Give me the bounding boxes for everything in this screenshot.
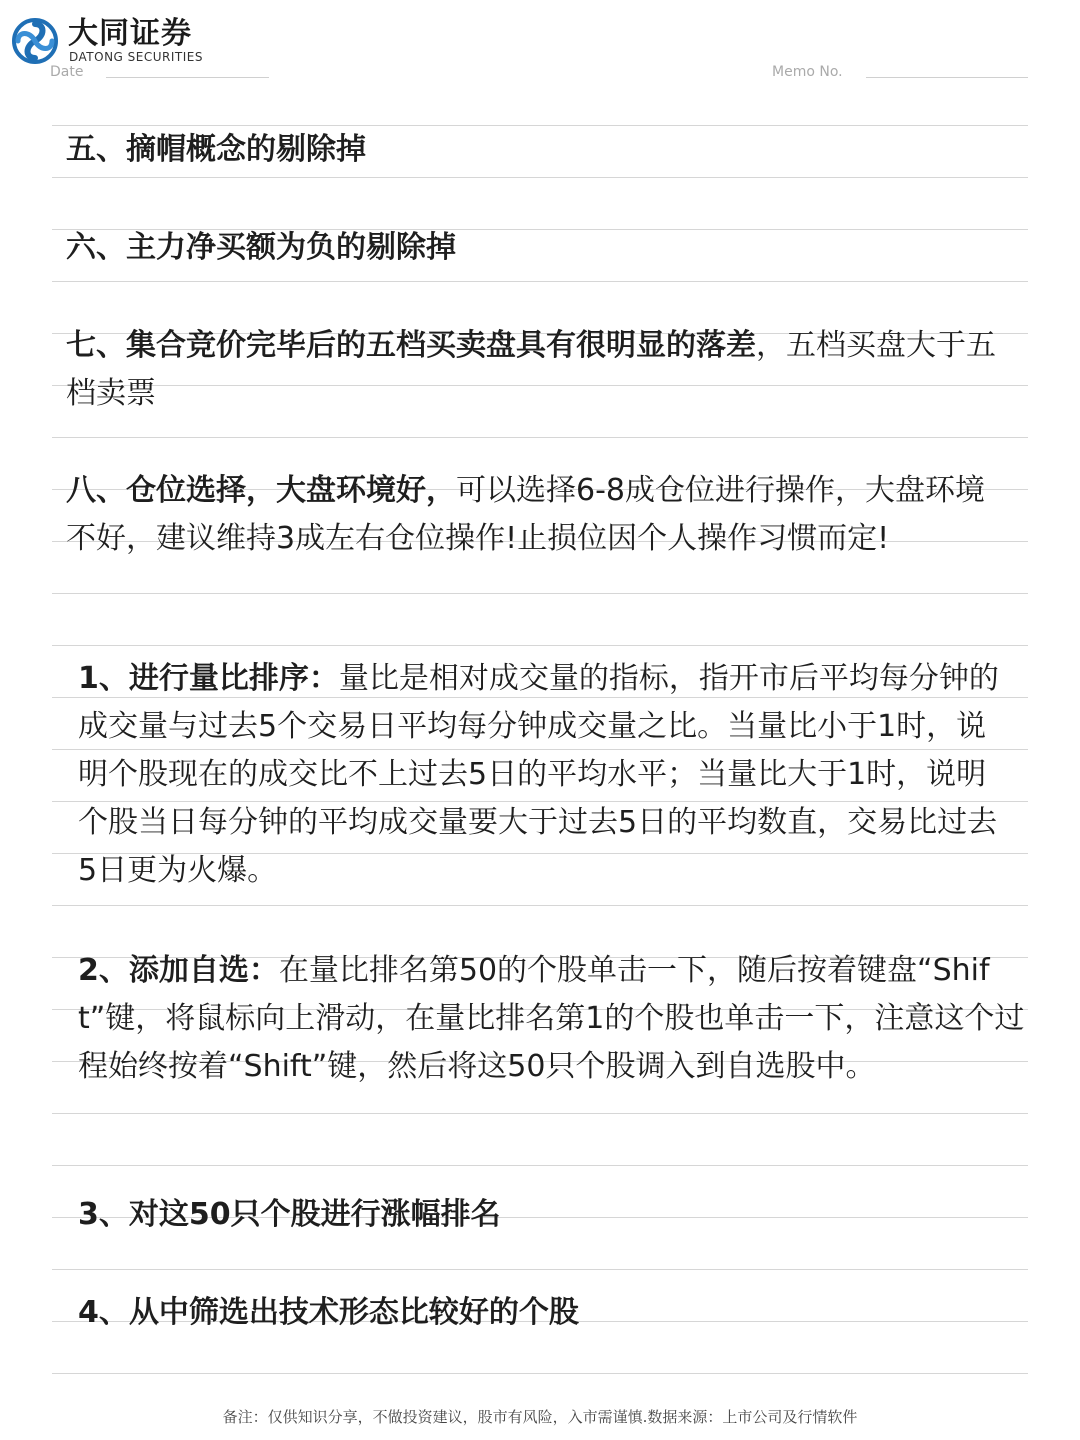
memo-line: [866, 77, 1028, 78]
brand-name-cn: 大同证券: [68, 16, 192, 51]
date-line: [106, 77, 269, 78]
section-6: 六、主力净买额为负的剔除掉: [66, 230, 456, 265]
ruled-line: [52, 281, 1028, 282]
ruled-line: [52, 1373, 1028, 1374]
brand-logo: [12, 16, 212, 66]
section-5: 五、摘帽概念的剔除掉: [66, 132, 366, 167]
datong-swirl-logo-icon: [12, 18, 58, 64]
ruled-line: [52, 645, 1028, 646]
date-label: Date: [50, 64, 84, 80]
ruled-line: [52, 437, 1028, 438]
ruled-line: [52, 177, 1028, 178]
section-8: 八、仓位选择，大盘环境好，可以选择6-8成仓位进行操作，大盘环境不好，建议维持3成左右仓位操作!止损位因个人操作习惯而定!: [66, 473, 985, 556]
step-1-volume-ratio: 1、进行量比排序：量比是相对成交量的指标，指开市后平均每分钟的成交量与过去5个交易日平均每分钟成交量之比。当量比小于1时，说明个股现在的成交比不上过去5日的平均水平；当量比大于1时，说明个股当日每分钟的平均成交量要大于过去5日的平均数直，交易比过去5日更为火爆。: [78, 661, 999, 888]
ruled-line: [52, 905, 1028, 906]
ruled-line: [52, 1165, 1028, 1166]
ruled-line: [52, 593, 1028, 594]
brand-name-en: DATONG SECURITIES: [69, 50, 203, 64]
section-7: 七、集合竞价完毕后的五档买卖盘具有很明显的落差，五档买盘大于五档卖票: [66, 328, 996, 411]
ruled-line: [52, 1269, 1028, 1270]
disclaimer-footnote: 备注：仅供知识分享，不做投资建议，股市有风险，入市需谨慎.数据来源：上市公司及行情软件: [222, 1408, 858, 1426]
step-3-rank-gain: 3、对这50只个股进行涨幅排名: [78, 1197, 501, 1232]
step-2-add-watchlist: 2、添加自选：在量比排名第50的个股单击一下，随后按着键盘“Shift”键，将鼠标向上滑动，在量比排名第1的个股也单击一下，注意这个过程始终按着“Shift”键，然后将这50只个股调入到自选股中。: [78, 953, 1025, 1084]
memo-label: Memo No.: [772, 64, 843, 80]
ruled-line: [52, 1113, 1028, 1114]
step-4-filter-stocks: 4、从中筛选出技术形态比较好的个股: [78, 1295, 579, 1330]
